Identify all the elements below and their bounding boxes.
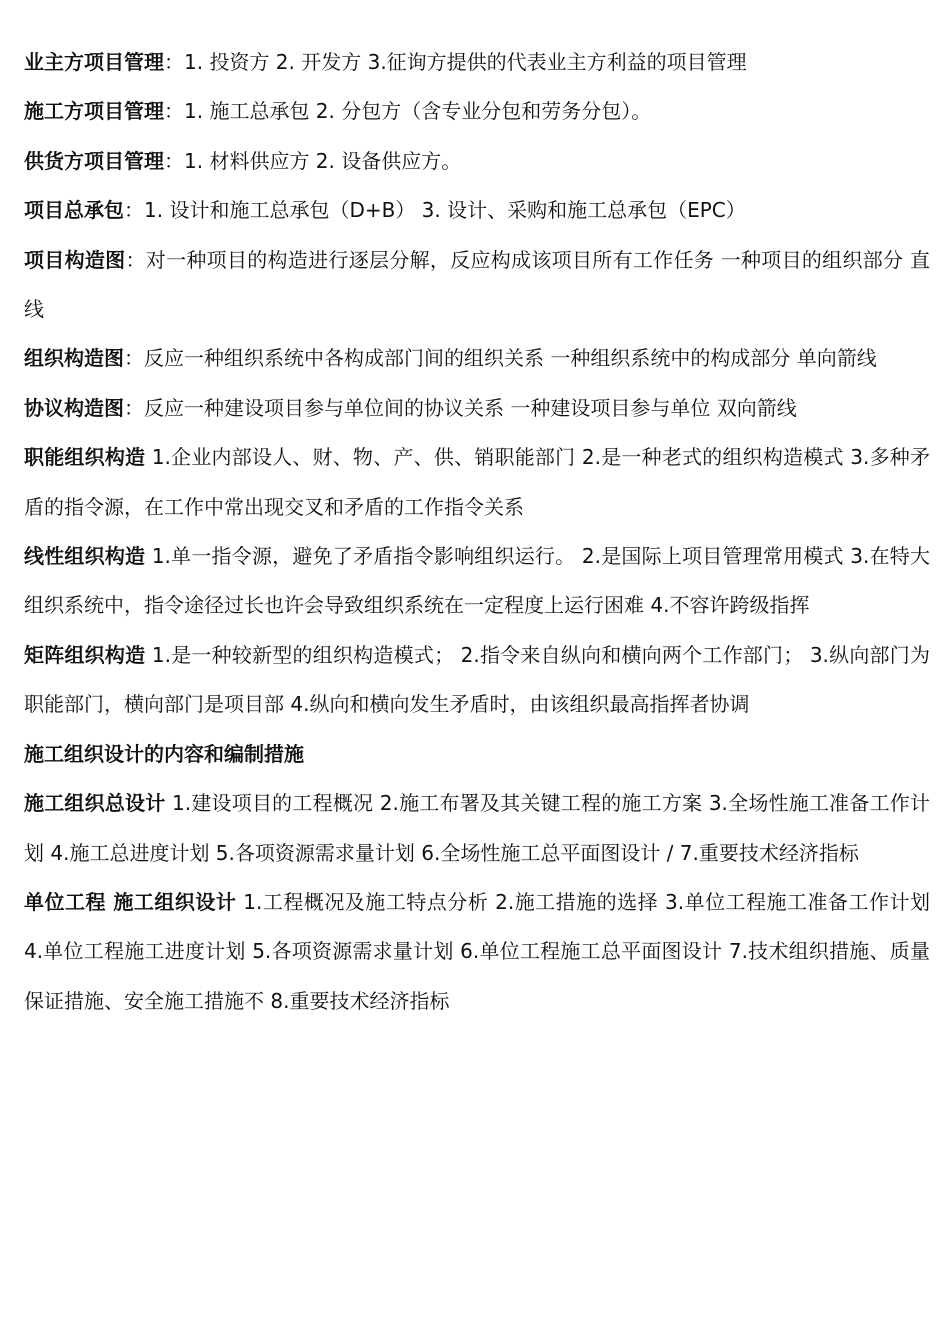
paragraph-text: 1.企业内部设人、财、物、产、供、销职能部门 2.是一种老式的组织构造模式 3.多种矛盾的指令源，在工作中常出现交叉和矛盾的工作指令关系	[24, 445, 930, 519]
term-label: 矩阵组织构造	[24, 642, 146, 667]
section-heading-label: 施工组织设计的内容和编制措施	[24, 741, 304, 766]
paragraph-linear-structure	[24, 532, 930, 631]
paragraph-supplier-project-management	[24, 137, 930, 186]
term-label: 组织构造图	[24, 346, 124, 371]
paragraph-text: 1.工程概况及施工特点分析 2.施工措施的选择 3.单位工程施工准备工作计划 4.单位工程施工进度计划 5.各项资源需求量计划 6.单位工程施工总平面图设计 7.技术组织措施、质量保证措施、安全施工措施不 8.重要技术经济指标	[24, 889, 930, 1013]
paragraph-text: ：对一种项目的构造进行逐层分解，反应构成该项目所有工作任务 一种项目的组织部分 直线	[24, 247, 931, 322]
paragraph-text: ：1. 施工总承包 2. 分包方（含专业分包和劳务分包）。	[164, 99, 652, 124]
term-label: 职能组织构造	[24, 445, 146, 470]
paragraph-contractor-project-management	[24, 87, 930, 136]
section-heading	[24, 730, 930, 779]
paragraph-functional-structure	[24, 433, 930, 532]
paragraph-text: 1.建设项目的工程概况 2.施工布署及其关键工程的施工方案 3.全场性施工准备工作计划 4.施工总进度计划 5.各项资源需求量计划 6.全场性施工总平面图设计 / 7.重要技术经济指标	[24, 791, 931, 865]
paragraph-matrix-structure	[24, 631, 930, 730]
paragraph-text: ：1. 投资方 2. 开发方 3.征询方提供的代表业主方利益的项目管理	[164, 50, 747, 74]
term-label: 业主方项目管理	[24, 50, 164, 74]
term-label: 协议构造图	[24, 395, 124, 420]
paragraph-general-contracting	[24, 186, 930, 235]
term-label: 线性组织构造	[24, 544, 146, 569]
term-label: 项目总承包	[24, 198, 124, 223]
paragraph-organization-structure-chart	[24, 334, 930, 383]
term-label: 供货方项目管理	[24, 148, 164, 173]
term-label: 施工方项目管理	[24, 99, 164, 124]
term-label: 项目构造图	[24, 247, 126, 272]
paragraph-text: 1.单一指令源，避免了矛盾指令影响组织运行。 2.是国际上项目管理常用模式 3.在特大组织系统中，指令途径过长也许会导致组织系统在一定程度上运行困难 4.不容许跨级指挥	[24, 544, 930, 618]
paragraph-text: ：反应一种组织系统中各构成部门间的组织关系 一种组织系统中的构成部分 单向箭线	[124, 346, 877, 371]
paragraph-unit-construction-design	[24, 878, 930, 1026]
paragraph-contract-structure-chart	[24, 384, 930, 433]
paragraph-general-construction-design	[24, 779, 930, 878]
term-label: 施工组织总设计	[24, 791, 166, 816]
paragraph-owner-project-management	[24, 38, 930, 87]
paragraph-text: ：1. 设计和施工总承包（D+B） 3. 设计、采购和施工总承包（EPC）	[124, 198, 746, 223]
paragraph-text: ：1. 材料供应方 2. 设备供应方。	[164, 148, 462, 173]
term-label: 单位工程 施工组织设计	[24, 889, 237, 914]
document-body	[24, 38, 930, 1026]
paragraph-project-structure-chart	[24, 236, 930, 335]
paragraph-text: 1.是一种较新型的组织构造模式； 2.指令来自纵向和横向两个工作部门； 3.纵向部门为职能部门，横向部门是项目部 4.纵向和横向发生矛盾时，由该组织最高指挥者协调	[24, 642, 930, 717]
paragraph-text: ：反应一种建设项目参与单位间的协议关系 一种建设项目参与单位 双向箭线	[124, 395, 797, 420]
